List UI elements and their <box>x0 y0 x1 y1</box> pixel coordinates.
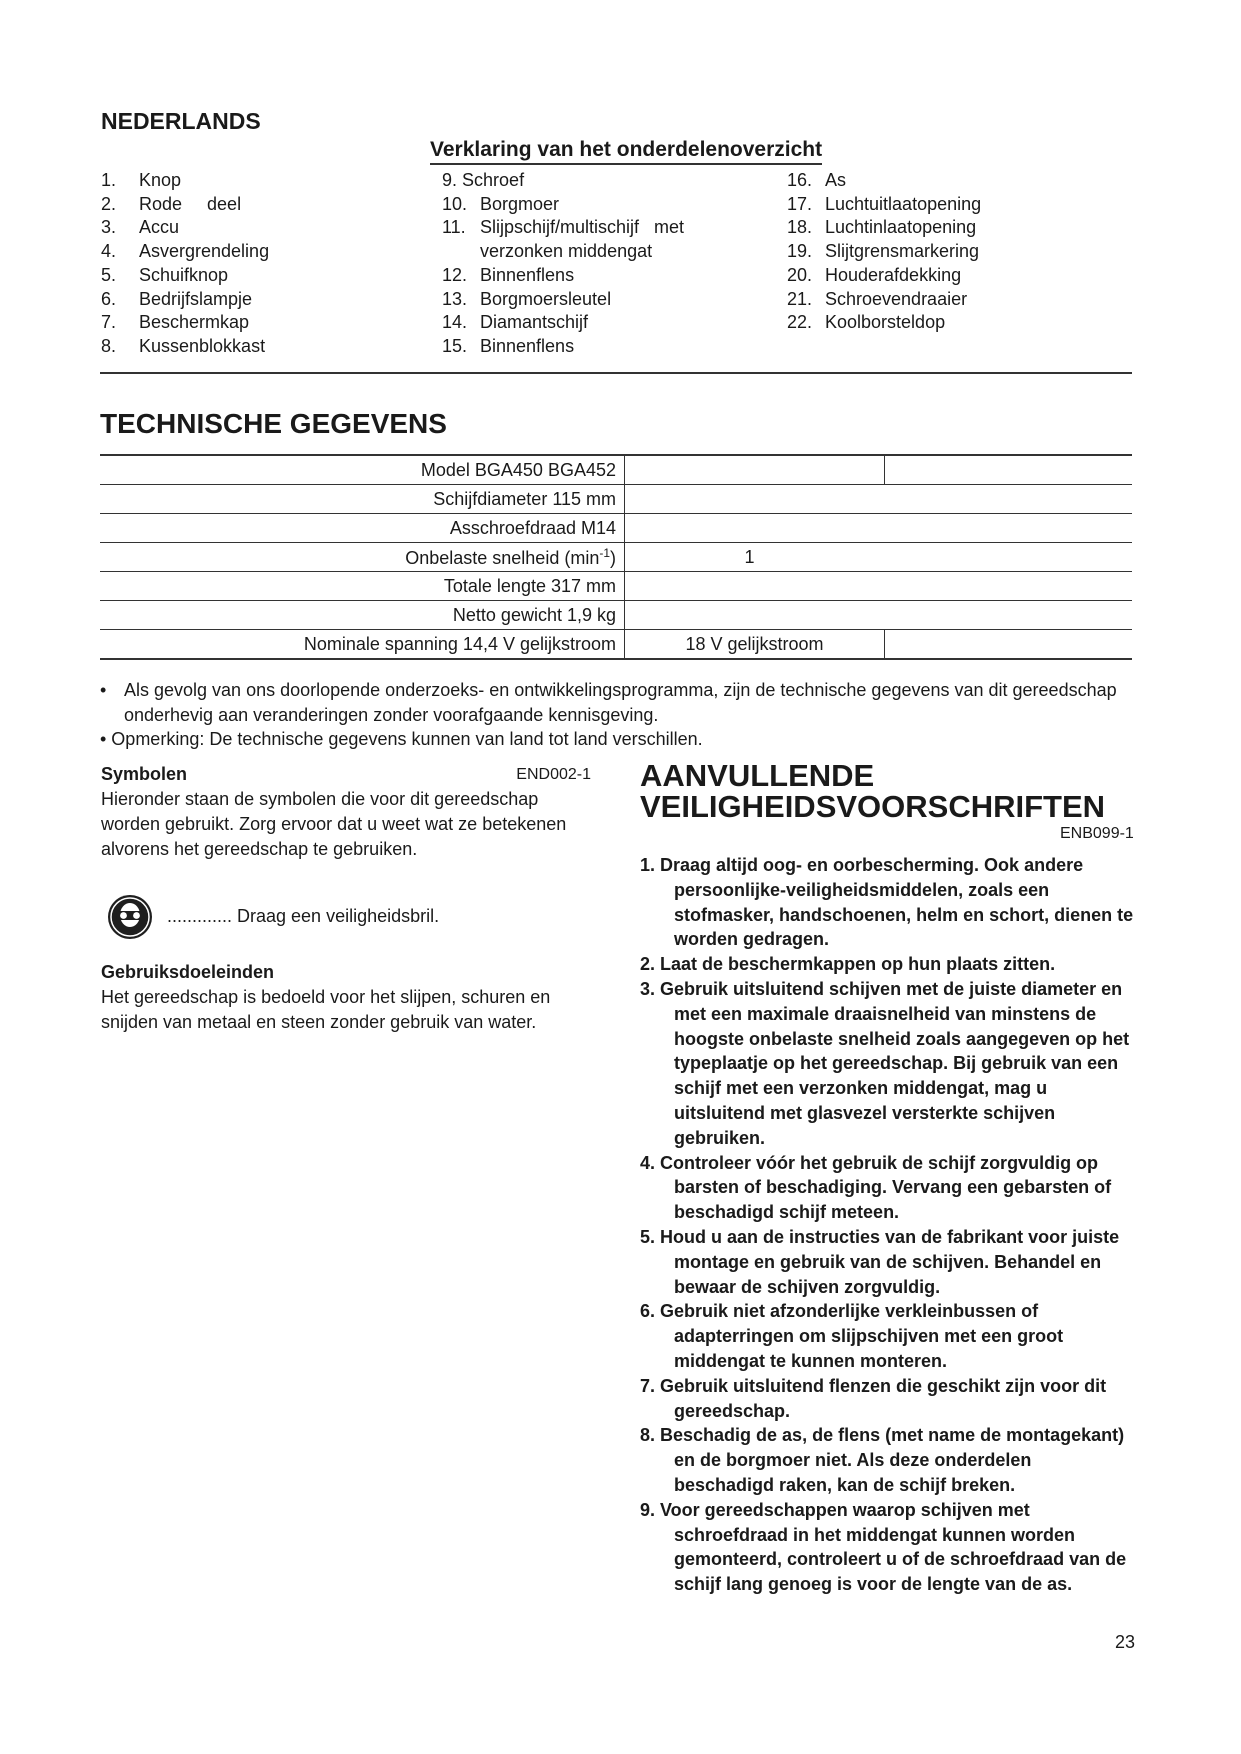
symbols-code: END002-1 <box>516 766 591 783</box>
parts-list-col2 <box>442 169 684 359</box>
spec-value <box>625 601 1133 630</box>
table-row <box>100 572 1132 601</box>
note-item: • Opmerking: De technische gegevens kunnen van land tot land verschillen. <box>100 729 703 749</box>
spec-table <box>100 454 1132 660</box>
table-row <box>100 601 1132 630</box>
spec-label: Model BGA450 BGA452 <box>100 455 625 485</box>
list-item: 6. Gebruik niet afzonderlijke verkleinbussen of adapterringen om slijpschijven met een groot middengat te kunnen monteren. <box>640 1301 1064 1371</box>
list-item: 19. Slijtgrensmarkering <box>787 241 980 262</box>
spec-value <box>625 455 885 485</box>
symbol-row <box>101 890 591 946</box>
tech-specs-title: TECHNISCHE GEGEVENS <box>100 408 447 439</box>
list-item: 10. Borgmoer <box>442 193 560 214</box>
table-row <box>100 485 1132 514</box>
list-item: 1. Draag altijd oog- en oorbescherming. Ook andere persoonlijke-veiligheidsmiddelen, zoals een stofmasker, handschoenen, helm en schort, dienen te worden gedragen. <box>640 855 1134 950</box>
list-item: 3. Gebruik uitsluitend schijven met de juiste diameter en met een maximale draaisnelheid van minstens de hoogste onbelaste snelheid zoals aangegeven op het typeplaatje op het gereedschap. Bij gebruik van een schijf met een verzonken middengat, mag u uitsluitend met glasvezel versterkte schijven gebruiken. <box>640 978 1130 1148</box>
page-number: 23 <box>1115 1632 1136 1652</box>
list-item: 7. Gebruik uitsluitend flenzen die geschikt zijn voor dit gereedschap. <box>640 1375 1107 1421</box>
parts-list-col1 <box>101 169 269 359</box>
spec-value <box>625 514 1133 543</box>
list-item: 16. As <box>787 170 847 190</box>
symbols-text: Hieronder staan de symbolen die voor dit gereedschap worden gebruikt. Zorg ervoor dat u weet wat ze betekenen alvorens het gereedschap te gebruiken. <box>101 789 567 859</box>
list-item: 2. Laat de beschermkappen op hun plaats zitten. <box>640 954 1056 975</box>
safety-code: ENB099-1 <box>1060 825 1134 842</box>
list-item: 8. Beschadig de as, de flens (met name de montagekant) en de borgmoer niet. Als deze onderdelen beschadigd raken, kan de schijf breken. <box>640 1425 1125 1495</box>
spec-label: Asschroefdraad M14 <box>100 514 625 543</box>
intended-use-heading: Gebruiksdoeleinden <box>101 962 275 982</box>
list-item: 7. Beschermkap <box>101 312 250 333</box>
spec-value <box>885 630 1133 660</box>
list-item: 3. Accu <box>101 217 180 238</box>
symbols-heading: Symbolen <box>101 764 188 784</box>
list-item: 4. Asvergrendeling <box>101 241 270 262</box>
safety-rules-list <box>640 853 1135 1597</box>
list-item: 4. Controleer vóór het gebruik de schijf zorgvuldig op barsten of beschadiging. Vervang een gebarsten of beschadigd schijf meteen. <box>640 1152 1112 1223</box>
list-item: 5. Houd u aan de instructies van de fabrikant voor juiste montage en gebruik van de schijven. Behandel en bewaar de schijven zorgvuldig. <box>640 1226 1120 1297</box>
safety-title: AANVULLENDE VEILIGHEIDSVOORSCHRIFTEN <box>640 758 1106 824</box>
list-item: 2. Rode deel <box>101 193 242 214</box>
list-item: 8. Kussenblokkast <box>101 335 266 356</box>
spec-value <box>625 572 1133 601</box>
spec-label: Totale lengte 317 mm <box>100 572 625 601</box>
list-item: 17. Luchtuitlaatopening <box>787 193 982 214</box>
table-row <box>100 455 1132 485</box>
spec-value <box>625 485 1133 514</box>
goggles-symbol-text: ............. Draag een veiligheidsbril. <box>167 906 440 926</box>
list-item: 9. Schroef <box>442 170 525 190</box>
parts-list-col3 <box>787 169 981 335</box>
list-item: 9. Voor gereedschappen waarop schijven met schroefdraad in het middengat kunnen worden gemonteerd, controleert u of de schroefdraad van de schijf lang genoeg is voor de lengte van de as. <box>640 1499 1127 1595</box>
list-item: 14. Diamantschijf <box>442 312 589 333</box>
list-item: 11. Slijpschijf/multischijf met <box>442 217 685 238</box>
section-divider <box>100 372 1132 374</box>
table-row <box>100 630 1132 660</box>
intended-use-text: Het gereedschap is bedoeld voor het slijpen, schuren en snijden van metaal en steen zonder gebruik van water. <box>101 987 551 1032</box>
spec-value <box>885 455 1133 485</box>
spec-label: Schijfdiameter 115 mm <box>100 485 625 514</box>
table-row <box>100 543 1132 572</box>
spec-notes <box>100 678 1140 752</box>
list-item: 15. Binnenflens <box>442 335 575 356</box>
spec-value: 1 <box>625 543 1133 572</box>
safety-goggles-icon <box>107 894 153 947</box>
list-item: verzonken middengat <box>480 241 653 262</box>
list-item: 1. Knop <box>101 170 182 190</box>
spec-label: Netto gewicht 1,9 kg <box>100 601 625 630</box>
left-column <box>101 762 591 1035</box>
list-item: 22. Koolborsteldop <box>787 312 946 333</box>
symbols-header <box>101 762 591 787</box>
note-item: • Als gevolg van ons doorlopende onderzoeks- en ontwikkelingsprogramma, zijn de technische gegevens van dit gereedschap onderhevig aan veranderingen zonder voorafgaande kennisgeving. <box>100 680 1117 725</box>
parts-overview-title: Verklaring van het onderdelenoverzicht <box>430 138 822 165</box>
spec-label: Nominale spanning 14,4 V gelijkstroom <box>100 630 625 660</box>
list-item: 20. Houderafdekking <box>787 264 962 285</box>
list-item: 18. Luchtinlaatopening <box>787 217 977 238</box>
list-item: 21. Schroevendraaier <box>787 288 968 309</box>
list-item: 12. Binnenflens <box>442 264 575 285</box>
list-item: 5. Schuifknop <box>101 264 229 285</box>
list-item: 6. Bedrijfslampje <box>101 288 253 309</box>
spec-value: 18 V gelijkstroom <box>625 630 885 660</box>
language-heading: NEDERLANDS <box>101 108 261 134</box>
spec-label: Onbelaste snelheid $(\min^{-1})$ <box>100 543 625 572</box>
table-row <box>100 514 1132 543</box>
list-item: 13. Borgmoersleutel <box>442 288 612 309</box>
